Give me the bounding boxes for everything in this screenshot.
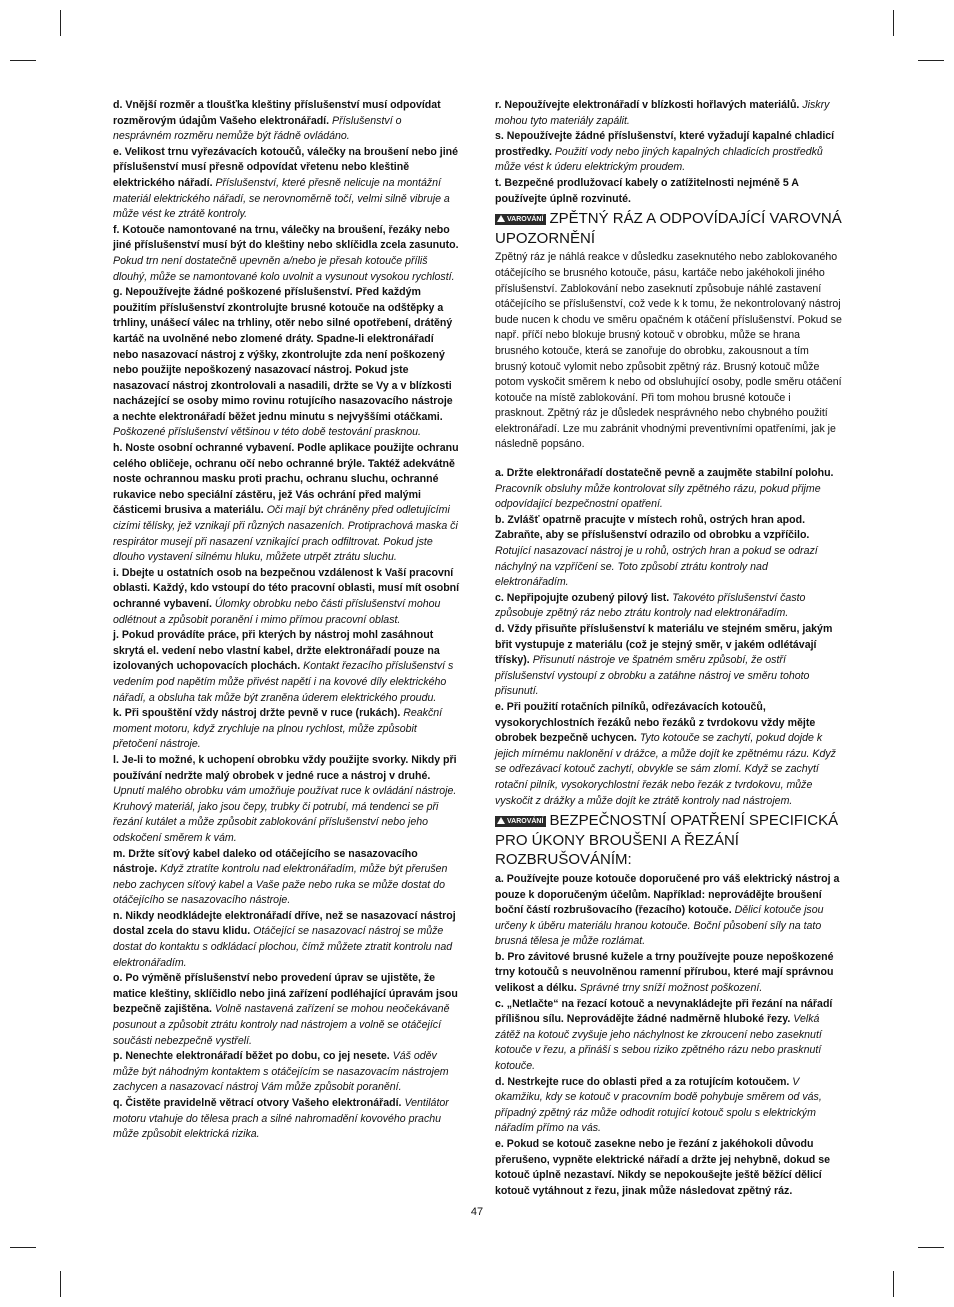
item-italic: Úlomky obrobku nebo části příslušenství mohou odlétnout a způsobit poranění i mimo přímou pracovní oblast. bbox=[113, 598, 441, 626]
warning-icon bbox=[497, 215, 505, 222]
left-column bbox=[113, 98, 461, 1143]
crop-mark bbox=[918, 60, 944, 61]
list-item bbox=[113, 628, 461, 706]
item-bold: f. Kotouče namontované na trnu, válečky na broušení, řezáky nebo jiné příslušenství musí být do kleštiny nebo sklíčidla zcela zasunuto. bbox=[113, 223, 459, 252]
list-item bbox=[113, 909, 461, 971]
item-bold: n. Nikdy neodkládejte elektronářadí dříve, než se nasazovací nástroj dostal zcela do stavu klidu. bbox=[113, 909, 456, 938]
warning-badge: VAROVÁNÍ bbox=[495, 816, 546, 827]
item-bold: d. Vnější rozměr a tloušťka kleštiny příslušenství musí odpovídat rozměrovým údajům Vašeho elektronářadí. bbox=[113, 99, 441, 127]
item-italic: Tyto kotouče se zachytí, pokud dojde k jejich mírnému naklonění v drážce, a může dojít ke zpětnému rázu. Když se odřezávací kotouč zachytí, obvykle se sám zlomí. Když se zachytí rotační pilník, vysokorychlostní řezák nebo řezák z tvrdokovu, může vyskočit z drážky a může dojít ke ztrátě kontroly nad nástrojem. bbox=[495, 732, 836, 807]
list-item bbox=[113, 1049, 461, 1096]
list-item bbox=[113, 706, 461, 753]
list-item bbox=[495, 997, 843, 1075]
item-bold: r. Nepoužívejte elektronářadí v blízkosti hořlavých materiálů. bbox=[495, 99, 800, 111]
item-italic: Použití vody nebo jiných kapalných chladicích prostředků může vést k úderu elektrickým proudem. bbox=[495, 145, 823, 174]
list-item bbox=[113, 971, 461, 1049]
item-italic: Jiskry mohou tyto materiály zapálit. bbox=[495, 99, 830, 127]
list-item bbox=[495, 1137, 843, 1199]
list-item bbox=[495, 176, 843, 207]
list-item bbox=[495, 950, 843, 997]
item-bold: k. Při spouštění vždy nástroj držte pevně v ruce (rukách). bbox=[113, 707, 401, 720]
item-bold: p. Nenechte elektronářadí běžet po dobu, co jej nesete. bbox=[113, 1050, 390, 1063]
item-italic: Kontakt řezacího příslušenství s vedením pod napětím může přivést napětí i na kovové díly elektrického nářadí, a obsluha tak může být zraněna úderem elektrického proudu. bbox=[113, 660, 454, 704]
item-italic: Takovéto příslušenství často způsobuje zpětný ráz nebo ztrátu kontroly nad elektronářadím. bbox=[495, 591, 806, 620]
item-bold: e. Pokud se kotouč zasekne nebo je řezání z jakéhokoli důvodu přerušeno, vypněte elektrické nářadí a držte jej nehybně, dokud se kotouč úplně nezastaví. Nikdy se nepokoušejte ještě běžící dělicí kotouč vytáhnout z řezu, jinak může následovat zpětný ráz. bbox=[495, 1138, 830, 1197]
item-italic: Příslušenství, které přesně nelicuje na montážní materiál elektrického nářadí, se nerovnoměrně točí, velmi silně vibruje a může vést ke ztrátě kontroly. bbox=[113, 176, 450, 221]
item-italic: Velká zátěž na kotouč zvyšuje jeho náchylnost ke zkroucení nebo zaseknutí kotouče v řezu, a přináší s sebou riziko zpětného rázu nebo prasknutí kotouče. bbox=[495, 1013, 822, 1073]
item-bold: e. Velikost trnu vyřezávacích kotoučů, válečky na broušení nebo jiné příslušenství musí přesně odpovídat vřetenu nebo kleštině elektrického nářadí. bbox=[113, 145, 459, 189]
list-item bbox=[495, 98, 843, 129]
list-item bbox=[113, 441, 461, 566]
list-item bbox=[113, 1096, 461, 1143]
grinding-list bbox=[495, 872, 843, 1199]
section-heading-kickback bbox=[495, 209, 843, 248]
list-item bbox=[113, 566, 461, 628]
item-bold: b. Pro závitové brusné kužele a trny používejte pouze nepoškozené trny kotoučů s neuvolněnou ramenní přírubou, které mají správnou velikost a délku. bbox=[495, 950, 834, 995]
item-italic: Váš oděv může být náhodným kontaktem s otáčejícím se nasazovacím nástrojem zachycen a nasazovací nástroj Vám může způsobit poranění. bbox=[113, 1050, 449, 1094]
item-bold: o. Po výměně příslušenství nebo provedení úprav se ujistěte, že matice kleštiny, sklíčidlo nebo jiná zařízení podléhající úpravám jsou bezpečně zajištěna. bbox=[113, 972, 458, 1016]
item-italic: Dělicí kotouče jsou určeny k úběru materiálu hranou kotouče. Boční působení síly na tato brusná tělesa je může rozlámat. bbox=[495, 904, 824, 948]
section-intro: Zpětný ráz je náhlá reakce v důsledku zaseknutého nebo zablokovaného otáčejícího se brusného kotouče, pásu, kartáče nebo jakéhokoli jiného příslušenství. Zablokování nebo zaseknutí způsobuje náhlé zastavení otáčejícího se příslušenství, což vede k k tomu, že nekontrolovaný nástroj bude nucen k chodu ve směru opačném k otáčení příslušenství. Pokud se např. příčí nebo blokuje brusný kotouč v obrobku, může se hrana brusného kotouče, která se zanořuje do obrobku, zakousnout a tím brusný kotouč vylomit nebo způsobit zpětný ráz. Brusný kotouč může potom vyskočit směrem k nebo od obsluhující osoby, podle směru otáčení kotouče na místě zablokování. Při tom mohou brusné kotouče i prasknout. Zpětný ráz je důsledek nesprávného nebo chybného použití elektronářadí. Lze mu zabránit vhodnými preventivními opatřeními, jak je následně popsáno. bbox=[495, 251, 842, 451]
list-item bbox=[113, 847, 461, 909]
item-bold: s. Nepoužívejte žádné příslušenství, které vyžadují kapalné chladicí prostředky. bbox=[495, 130, 835, 158]
crop-mark bbox=[918, 1247, 944, 1248]
item-bold: q. Čistěte pravidelně větrací otvory Vašeho elektronářadí. bbox=[113, 1097, 402, 1109]
item-italic: Příslušenství o nesprávném rozměru nemůže být řádně ovládáno. bbox=[113, 114, 402, 143]
item-bold: c. Nepřipojujte ozubený pilový list. bbox=[495, 591, 670, 604]
list-item bbox=[113, 98, 461, 145]
item-italic: V okamžiku, kdy se kotouč v pracovním bodě pohybuje směrem od vás, případný zpětný ráz může odhodit rotující kotouč spolu s elektrickým nářadím přímo na vás. bbox=[495, 1075, 822, 1135]
page-number: 47 bbox=[470, 1206, 484, 1218]
item-bold: h. Noste osobní ochranné vybavení. Podle aplikace použijte ochranu celého obličeje, ochranu očí nebo ochranné brýle. Taktéž adekvátně noste ochrannou masku proti prachu, ochranu sluchu, ochranné rukavice nebo speciální zástěru, jež Vás ochrání před malými částicemi brusiva a materiálu. bbox=[113, 442, 459, 517]
list-item bbox=[495, 622, 843, 700]
section-title: BEZPEČNOSTNÍ OPATŘENÍ SPECIFICKÁ PRO ÚKONY BROUŠENI A ŘEZÁNÍ ROZBRUŠOVÁNÍM: bbox=[495, 812, 839, 869]
item-bold: d. Nestrkejte ruce do oblasti před a za rotujícím kotoučem. bbox=[495, 1075, 790, 1088]
crop-mark bbox=[60, 10, 61, 36]
list-item bbox=[495, 466, 843, 513]
item-italic: Ventilátor motoru vtahuje do tělesa prach a silné nahromadění kovového prachu může způsobit elektrická rizika. bbox=[113, 1097, 449, 1141]
crop-mark bbox=[10, 60, 36, 61]
section-heading-grinding bbox=[495, 811, 843, 870]
item-bold: i. Dbejte u ostatních osob na bezpečnou vzdálenost k Vaší pracovní oblasti. Každý, kdo vstoupí do této pracovní oblasti, musí mít osobní ochranné vybavení. bbox=[113, 566, 460, 610]
item-italic: Správné trny sníží možnost poškození. bbox=[576, 982, 763, 995]
item-bold: a. Používejte pouze kotouče doporučené pro váš elektrický nástroj a pouze k doporučeným účelům. Například: neprovádějte broušení boční částí rozbrušovacího (řezacího) kotouče. bbox=[495, 872, 840, 917]
list-item bbox=[113, 285, 461, 441]
list-item bbox=[113, 753, 461, 847]
list-item bbox=[495, 513, 843, 591]
item-italic: Přisunutí nástroje ve špatném směru způsobí, že ostří příslušenství vystoupí z obrobku a zatáhne nástroj ve směru tohoto přisunutí. bbox=[495, 654, 810, 698]
item-bold: l. Je-li to možné, k uchopení obrobku vždy použijte svorky. Nikdy při používání nedržte malý obrobek v jedné ruce a nástroj v druhé. bbox=[113, 753, 457, 782]
item-bold: m. Držte síťový kabel daleko od otáčejícího se nasazovacího nástroje. bbox=[113, 847, 418, 876]
spacer bbox=[495, 453, 843, 466]
list-item bbox=[495, 872, 843, 950]
crop-mark bbox=[893, 10, 894, 36]
item-bold: e. Při použití rotačních pilníků, odřezávacích kotoučů, vysokorychlostních řezáků nebo řezáků z tvrdokovu vždy mějte obrobek bezpečně uchycen. bbox=[495, 700, 816, 745]
list-item bbox=[495, 700, 843, 809]
item-bold: g. Nepoužívejte žádné poškozené příslušenství. Před každým použitím příslušenství zkontrolujte brusné kotouče na odštěpky a trhliny, unášecí válec na trhliny, otěr nebo silné opotřebení, drátěný kartáč na uvolněné nebo zlomené dráty. Spadne-li elektronářadí nebo nasazovací nástroj z výšky, zkontrolujte zda není poškozený nebo použijte nepoškozený nasazovací nástroj. Pokud jste nasazovací nástroj zkontrolovali a nasadili, držte se Vy a v blízkosti nacházející se osoby mimo rovinu rotujícího nasazovacího nástroje a nechte elektronářadí běžet jednu minutu s nejvyššími otáčkami. bbox=[113, 286, 453, 423]
warning-icon bbox=[497, 817, 505, 824]
kickback-list bbox=[495, 466, 843, 809]
item-italic: Pokud trn není dostatečně upevněn a/nebo je přesah kotouče příliš dlouhý, může se namontované kolo uvolnit a vysunout vysokou rychlostí. bbox=[113, 254, 455, 283]
item-bold: t. Bezpečné prodlužovací kabely o zatížitelnosti nejméně 5 A používejte úplně rozvinuté. bbox=[495, 176, 799, 205]
crop-mark bbox=[10, 1247, 36, 1248]
item-italic: Otáčející se nasazovací nástroj se může dostat do kontaktu s odkládací plochou, čímž můžete ztratit kontrolu nad elektronářadím. bbox=[113, 925, 453, 969]
list-item bbox=[495, 1075, 843, 1137]
right-top-list bbox=[495, 98, 843, 207]
item-italic: Pracovník obsluhy může kontrolovat síly zpětného rázu, pokud přijme odpovídající bezpečnostní opatření. bbox=[495, 482, 821, 511]
item-italic: Když ztratíte kontrolu nad elektronářadím, může být přerušen nebo zachycen síťový kabel a Vaše paže nebo ruka se může dostat do otáčejícího se nasazovacího nástroje. bbox=[113, 863, 448, 907]
right-column bbox=[495, 98, 843, 1199]
list-item bbox=[113, 145, 461, 223]
list-item bbox=[113, 223, 461, 285]
item-italic: Oči mají být chráněny před odletujícími cizími tělísky, jež vznikají při různých nasazeních. Protiprachová maska či respirátor musejí při nasazení vznikající prach odfiltrovat. Pokud jste dlouho vystavení silnému hluku, můžete utrpět ztrátu sluchu. bbox=[113, 504, 458, 564]
item-bold: d. Vždy přisuňte příslušenství k materiálu ve stejném směru, jakým břit vystupuje z materiálu (což je stejný směr, v jakém odlétávají třísky). bbox=[495, 623, 833, 667]
item-italic: Upnutí malého obrobku vám umožňuje používat ruce k ovládání nástroje. Kruhový materiál, jako jsou čepy, trubky či potrubí, má tendenci se při řezání kutálet a může způsobit zablokování příslušenství nebo jeho odskočení směrem k vám. bbox=[113, 785, 457, 844]
warning-badge: VAROVÁNÍ bbox=[495, 214, 546, 225]
item-bold: a. Držte elektronářadí dostatečně pevně a zaujměte stabilní polohu. bbox=[495, 467, 834, 480]
item-italic: Volně nastavená zařízení se mohou neočekávaně posunout a způsobit ztrátu kontroly nad nástrojem a volně se otáčející součásti nebezpečně vystřelí. bbox=[113, 1003, 450, 1047]
section-title: ZPĚTNÝ RÁZ A ODPOVÍDAJÍCÍ VAROVNÁ UPOZORNĚNÍ bbox=[495, 210, 842, 247]
item-italic: Poškozené příslušenství většinou v této době testování prasknou. bbox=[113, 426, 421, 439]
list-item bbox=[495, 129, 843, 176]
crop-mark bbox=[893, 1271, 894, 1297]
item-bold: b. Zvlášť opatrně pracujte v místech rohů, ostrých hran apod. Zabraňte, aby se příslušenství odrazilo od obrobku a vzpříčilo. bbox=[495, 513, 810, 542]
crop-mark bbox=[60, 1271, 61, 1297]
list-item bbox=[495, 591, 843, 622]
item-italic: Reakční moment motoru, když zrychluje na plnou rychlost, může způsobit přetočení nástroje. bbox=[113, 707, 443, 751]
item-bold: c. „Netlačte“ na řezací kotouč a nevynakládejte při řezání na nářadí přílišnou sílu. Neprovádějte žádné nadměrně hluboké řezy. bbox=[495, 997, 833, 1026]
item-italic: Rotující nasazovací nástroj je u rohů, ostrých hran a pokud se odrazí náchylný na vzpříčení se. Toto způsobí ztrátu kontroly nad elektronářadím. bbox=[495, 545, 818, 589]
item-bold: j. Pokud provádíte práce, při kterých by nástroj mohl zasáhnout skrytá el. vedení nebo vlastní kabel, držte elektronářadí pouze na izolovaných uchopovacích plochách. bbox=[113, 629, 440, 673]
